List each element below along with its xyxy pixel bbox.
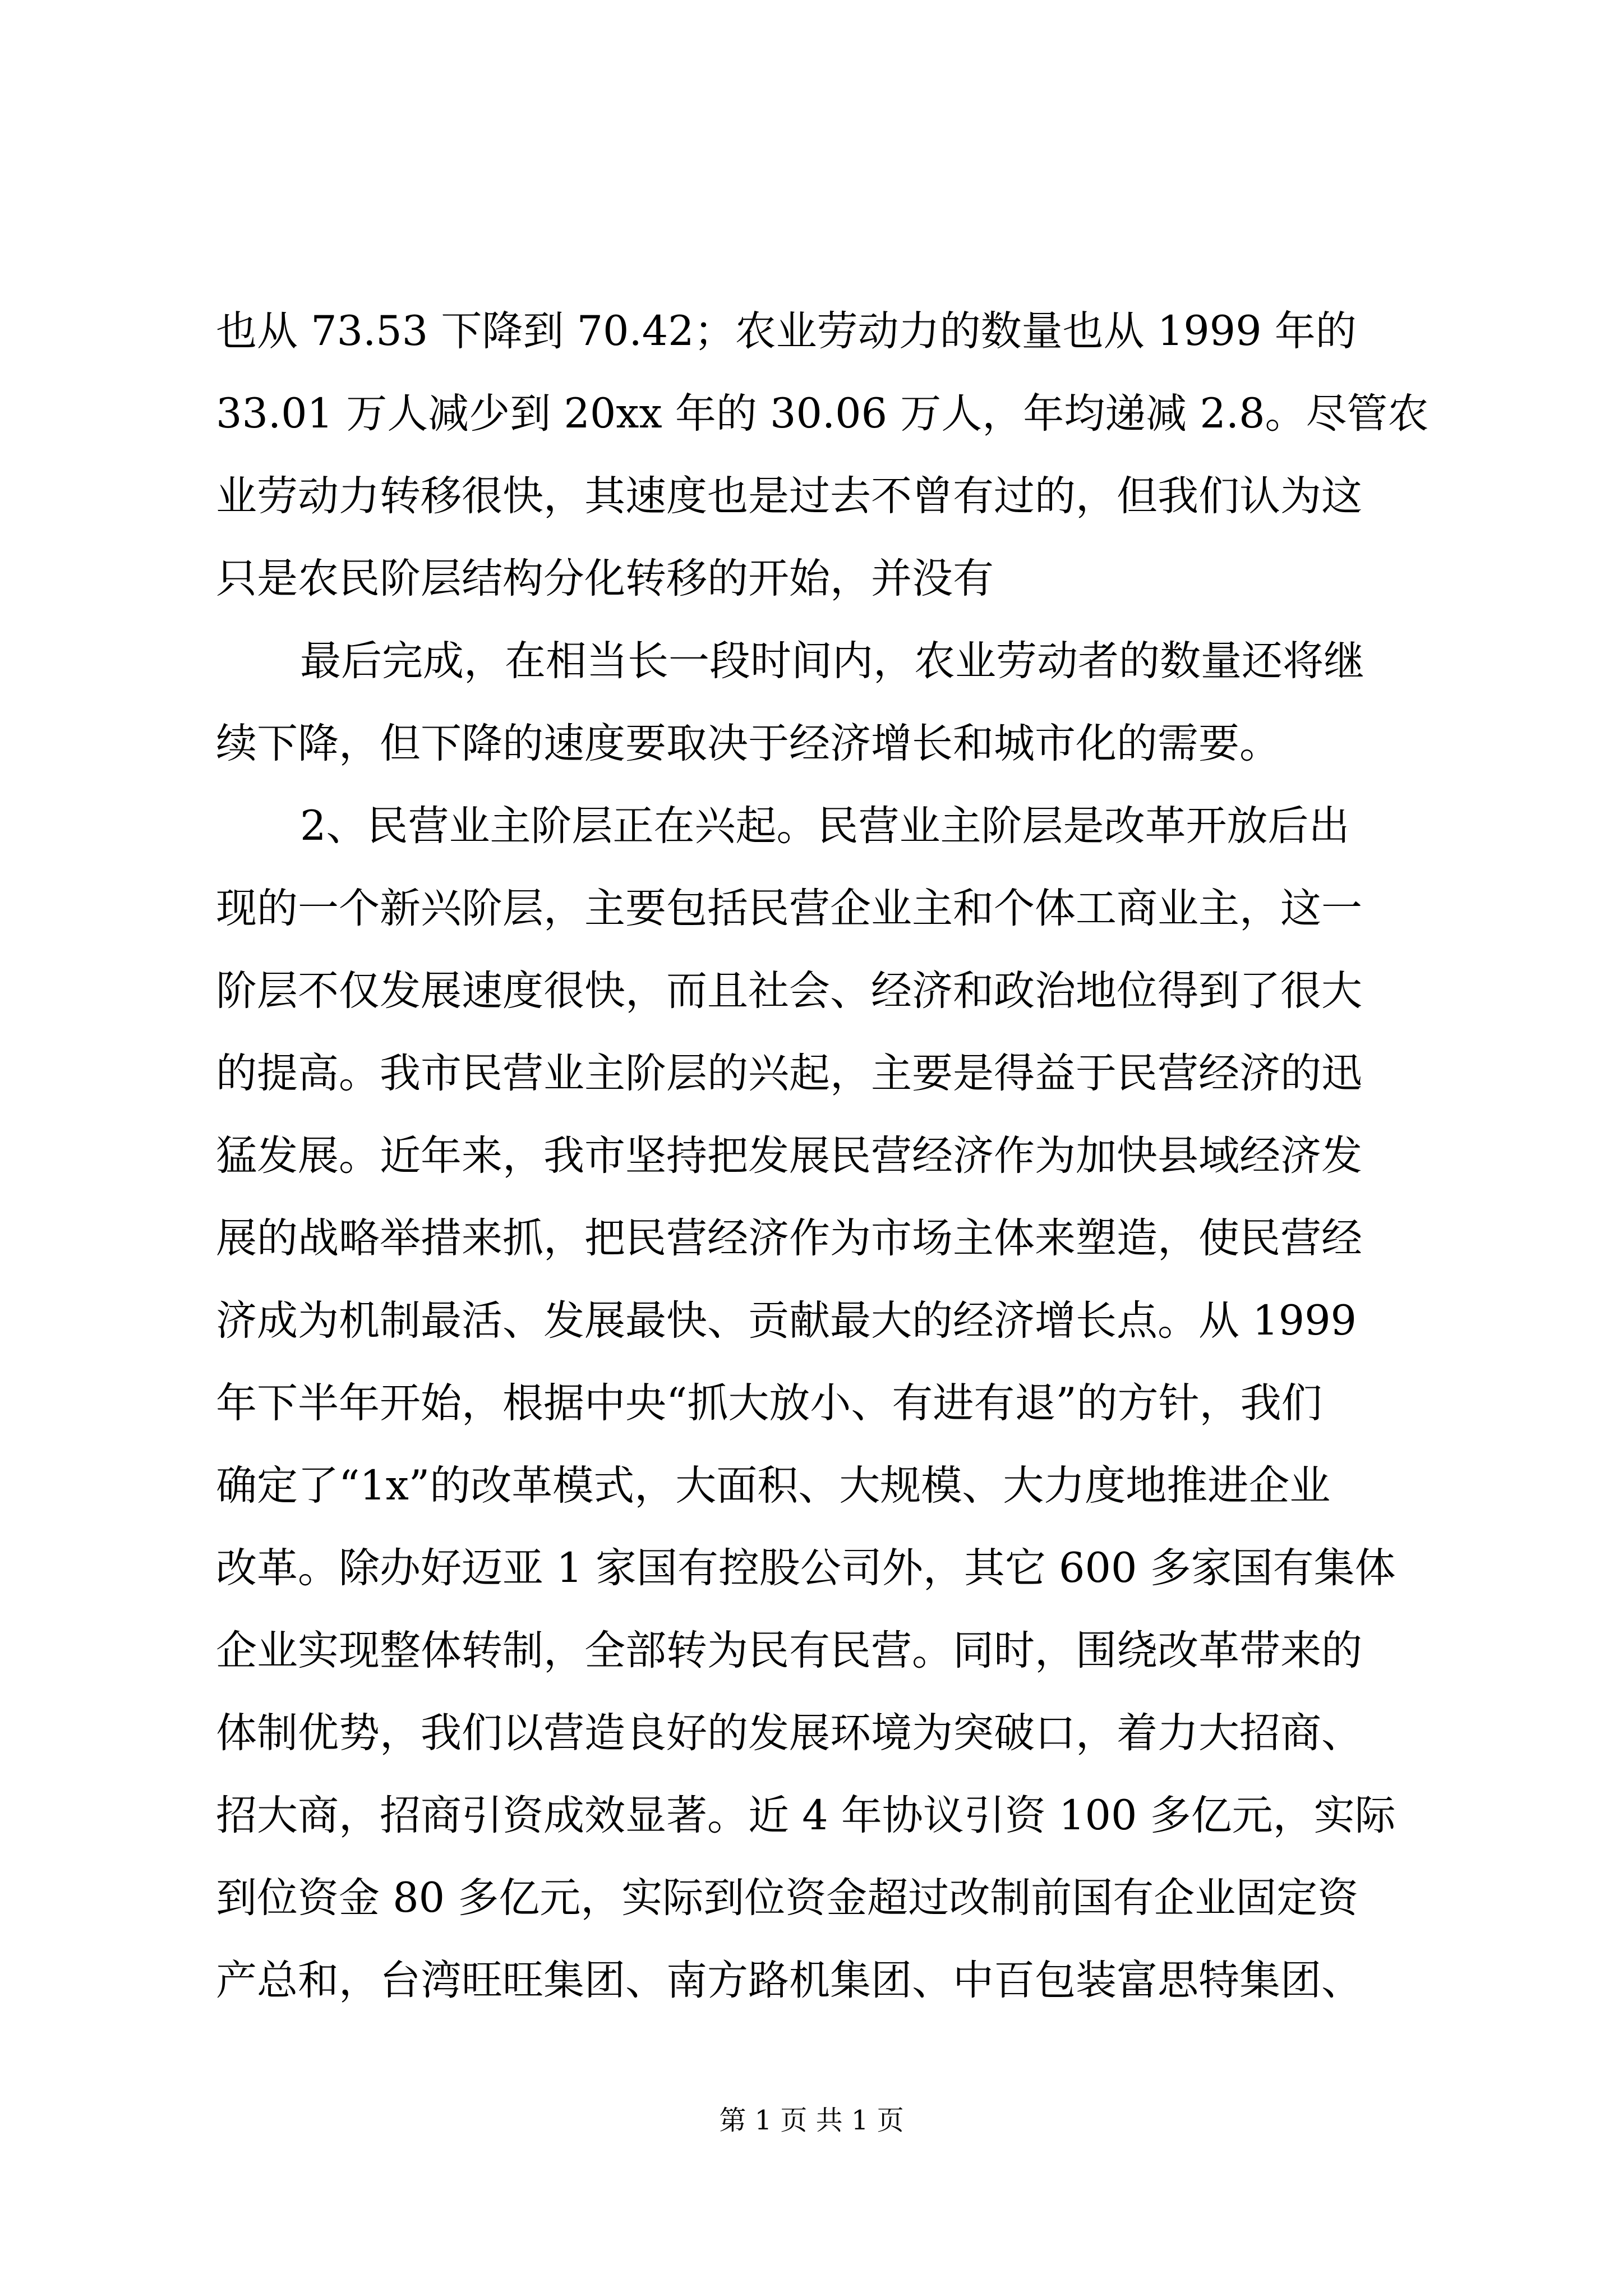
paragraph-3 — [216, 785, 1416, 2022]
text-line: 只是农民阶层结构分化转移的开始，并没有 — [216, 555, 994, 602]
text-line: 改革。除办好迈亚 1 家国有控股公司外，其它 600 多家国有集体 — [216, 1544, 1396, 1592]
text-line: 2、民营业主阶层正在兴起。民营业主阶层是改革开放后出 — [300, 802, 1350, 850]
text-line: 企业实现整体转制，全部转为民有民营。同时，围绕改革带来的 — [216, 1627, 1362, 1674]
text-line: 年下半年开始，根据中央“抓大放小、有进有退”的方针，我们 — [216, 1379, 1322, 1427]
text-line: 体制优势，我们以营造良好的发展环境为突破口，着力大招商、 — [216, 1709, 1362, 1757]
text-line: 展的战略举措来抓，把民营经济作为市场主体来塑造，使民营经 — [216, 1214, 1362, 1262]
text-line: 阶层不仅发展速度很快，而且社会、经济和政治地位得到了很大 — [216, 967, 1362, 1015]
text-line: 现的一个新兴阶层，主要包括民营企业主和个体工商业主，这一 — [216, 885, 1362, 932]
text-line: 确定了“1x”的改革模式，大面积、大规模、大力度地推进企业 — [216, 1462, 1331, 1510]
document-body — [216, 290, 1429, 2022]
text-line: 33.01 万人减少到 20xx 年的 30.06 万人，年均递减 2.8。尽管农 — [216, 390, 1429, 438]
page-footer: 第 1 页 共 1 页 — [719, 2105, 904, 2136]
paragraph-2 — [216, 620, 1416, 785]
text-line: 济成为机制最活、发展最快、贡献最大的经济增长点。从 1999 — [216, 1297, 1357, 1345]
text-line: 最后完成，在相当长一段时间内，农业劳动者的数量还将继 — [300, 637, 1364, 685]
text-line: 的提高。我市民营业主阶层的兴起，主要是得益于民营经济的迅 — [216, 1050, 1362, 1097]
text-line: 猛发展。近年来，我市坚持把发展民营经济作为加快县域经济发 — [216, 1132, 1362, 1180]
text-line: 到位资金 80 多亿元，实际到位资金超过改制前国有企业固定资 — [216, 1874, 1359, 1922]
text-line: 续下降，但下降的速度要取决于经济增长和城市化的需要。 — [216, 720, 1280, 767]
text-line: 业劳动力转移很快，其速度也是过去不曾有过的，但我们认为这 — [216, 472, 1362, 520]
text-line: 产总和，台湾旺旺集团、南方路机集团、中百包装富思特集团、 — [216, 1957, 1362, 2004]
text-line: 招大商，招商引资成效显著。近 4 年协议引资 100 多亿元，实际 — [216, 1792, 1396, 1839]
text-line: 也从 73.53 下降到 70.42；农业劳动力的数量也从 1999 年的 — [216, 307, 1357, 355]
paragraph-1 — [216, 290, 1429, 620]
